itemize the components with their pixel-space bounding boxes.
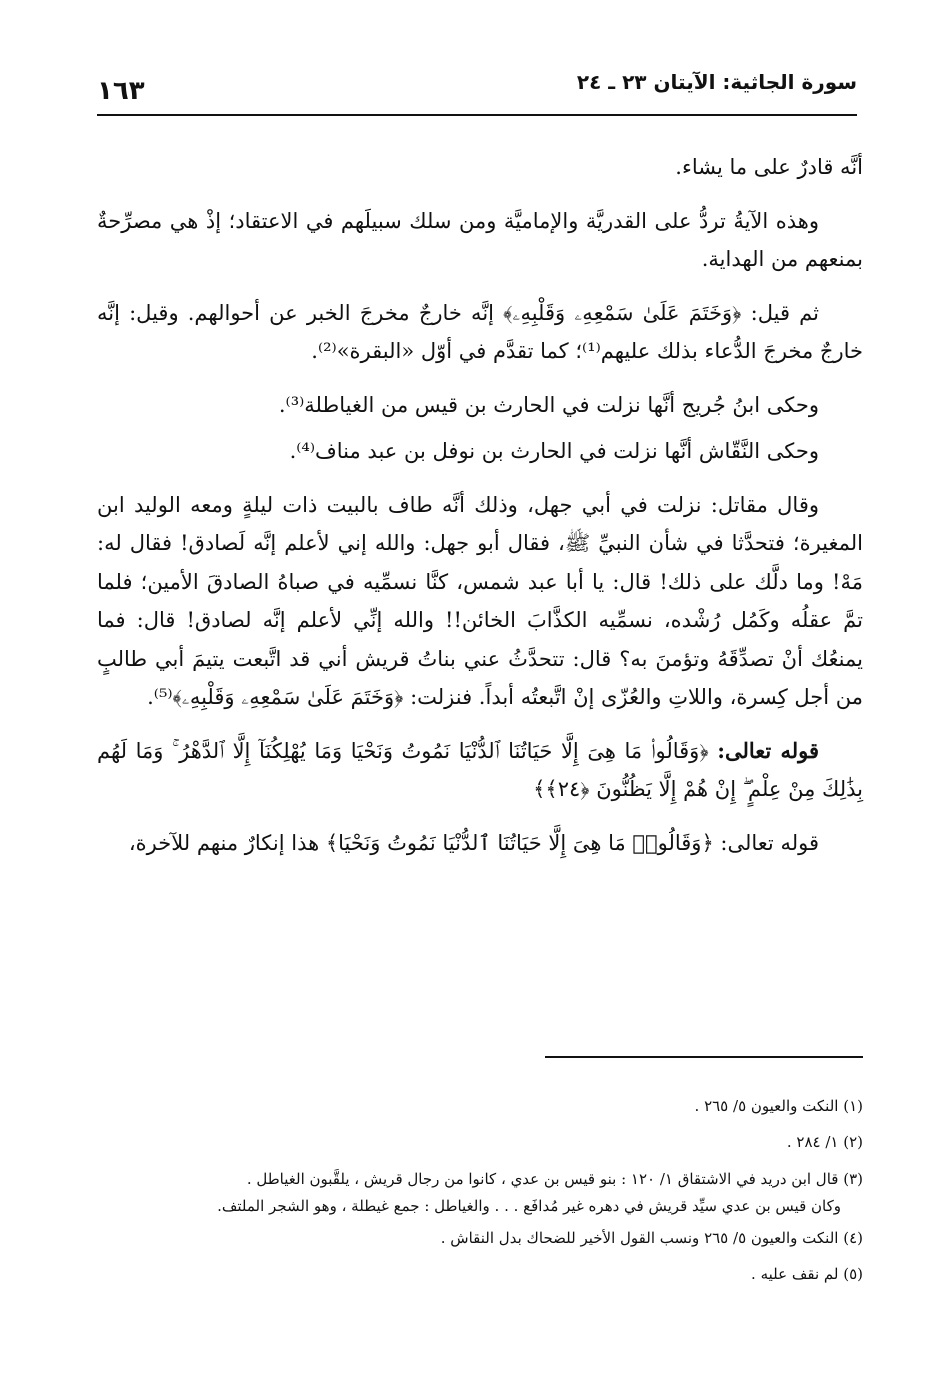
footnotes <box>97 1088 863 1292</box>
page-header <box>97 62 857 116</box>
paragraph: أنَّه قادرٌ على ما يشاء. <box>675 155 863 179</box>
running-title: سورة الجاثية: الآيتان ٢٣ ـ ٢٤ <box>576 70 857 94</box>
ayah-text: ﴿وَقَالُوا۟ مَا هِىَ إِلَّا حَيَاتُنَا ٱلدُّنْيَا نَمُوتُ وَنَحْيَا وَمَا يُهْلِكُنَآ إِلَّا ٱلدَّهْرُ ۚ وَمَا لَهُم بِذَٰلِكَ مِنْ عِلْمٍ ۖ إِنْ هُمْ إِلَّا يَظُنُّونَ ﴿٢٤﴾﴾ <box>97 738 863 801</box>
paragraph: وقال مقاتل: نزلت في أبي جهل، وذلك أنَّه طاف بالبيت ذات ليلةٍ ومعه الوليد ابن المغيرة؛ فتحدَّثا في شأن النبيِّ ﷺ، فقال أبو جهل: والله إني لأعلم إنَّه لَصادق! فقال له: مَهْ! وما دلَّك على ذلك! قال: يا أبا عبد شمس، كنَّا نسمِّيه في صباهُ الصادقَ الأمين؛ فلما تمَّ عقلُه وكَمُل رُشْده، نسمِّيه الكذَّابَ الخائن!! والله إنِّي لأعلم إنَّه لصادق! قال: فما يمنعُك أنْ تصدِّقَهُ وتؤمنَ به؟ قال: تتحدَّثُ عني بناتُ قريش أني قد اتَّبعت يتيمَ أبي طالبٍ من أجل كِسرة، واللاتِ والعُزّى إنْ اتَّبعتُه أبداً. فنزلت: ﴿وَخَتَمَ عَلَىٰ سَمْعِهِۦ وَقَلْبِهِۦ﴾⁽⁵⁾. <box>97 492 863 709</box>
footnote: (٥) لم نقف عليه . <box>751 1265 863 1283</box>
paragraph: وحكى النَّقّاش أنَّها نزلت في الحارث بن نوفل بن عبد مناف⁽⁴⁾. <box>289 439 819 463</box>
ayah-block <box>97 732 863 809</box>
ayah-label: قوله تعالى: <box>717 737 819 763</box>
footnote: (٢) ١/ ٢٨٤ . <box>786 1133 863 1151</box>
paragraph: ثم قيل: ﴿وَخَتَمَ عَلَىٰ سَمْعِهِۦ وَقَلْبِهِۦ﴾ إنَّه خارجٌ مخرجَ الخبر عن أحوالهم. وقيل: إنَّه خارجٌ مخرجَ الدُّعاء بذلك عليهم⁽¹⁾؛ كما تقدَّم في أوّل «البقرة»⁽²⁾. <box>97 300 863 363</box>
paragraph: وهذه الآيةُ تردُّ على القدريَّة والإماميَّة ومن سلك سبيلَهم في الاعتقاد؛ إذْ هي مصرِّحةٌ بمنعهم من الهداية. <box>97 208 863 271</box>
footnote-continuation: وكان قيس بن عدي سيِّد قريش في دهره غير مُدافَع . . . والغياطل : جمع غيطلة ، وهو الشجر الملتف. <box>217 1197 841 1215</box>
footnote-divider <box>545 1056 863 1058</box>
page-number: ١٦٣ <box>97 76 145 106</box>
footnote: (١) النكت والعيون ٥/ ٢٦٥ . <box>694 1097 863 1115</box>
footnote: (٤) النكت والعيون ٥/ ٢٦٥ ونسب القول الأخير للضحاك بدل النقاش . <box>440 1229 863 1247</box>
paragraph: قوله تعالى: ﴿وَقَالُوا۟ مَا هِىَ إِلَّا حَيَاتُنَا ٱلدُّنْيَا نَمُوتُ وَنَحْيَا﴾ هذا إنكارٌ منهم للآخرة، <box>128 830 819 855</box>
paragraph: وحكى ابنُ جُريج أنَّها نزلت في الحارث بن قيس من الغياطلة⁽³⁾. <box>278 392 819 417</box>
main-text <box>97 148 863 877</box>
footnote: (٣) قال ابن دريد في الاشتقاق ١/ ١٢٠ : بنو قيس بن عدي ، كانوا من رجال قريش ، يلقَّبون الغياطل . <box>246 1170 863 1188</box>
